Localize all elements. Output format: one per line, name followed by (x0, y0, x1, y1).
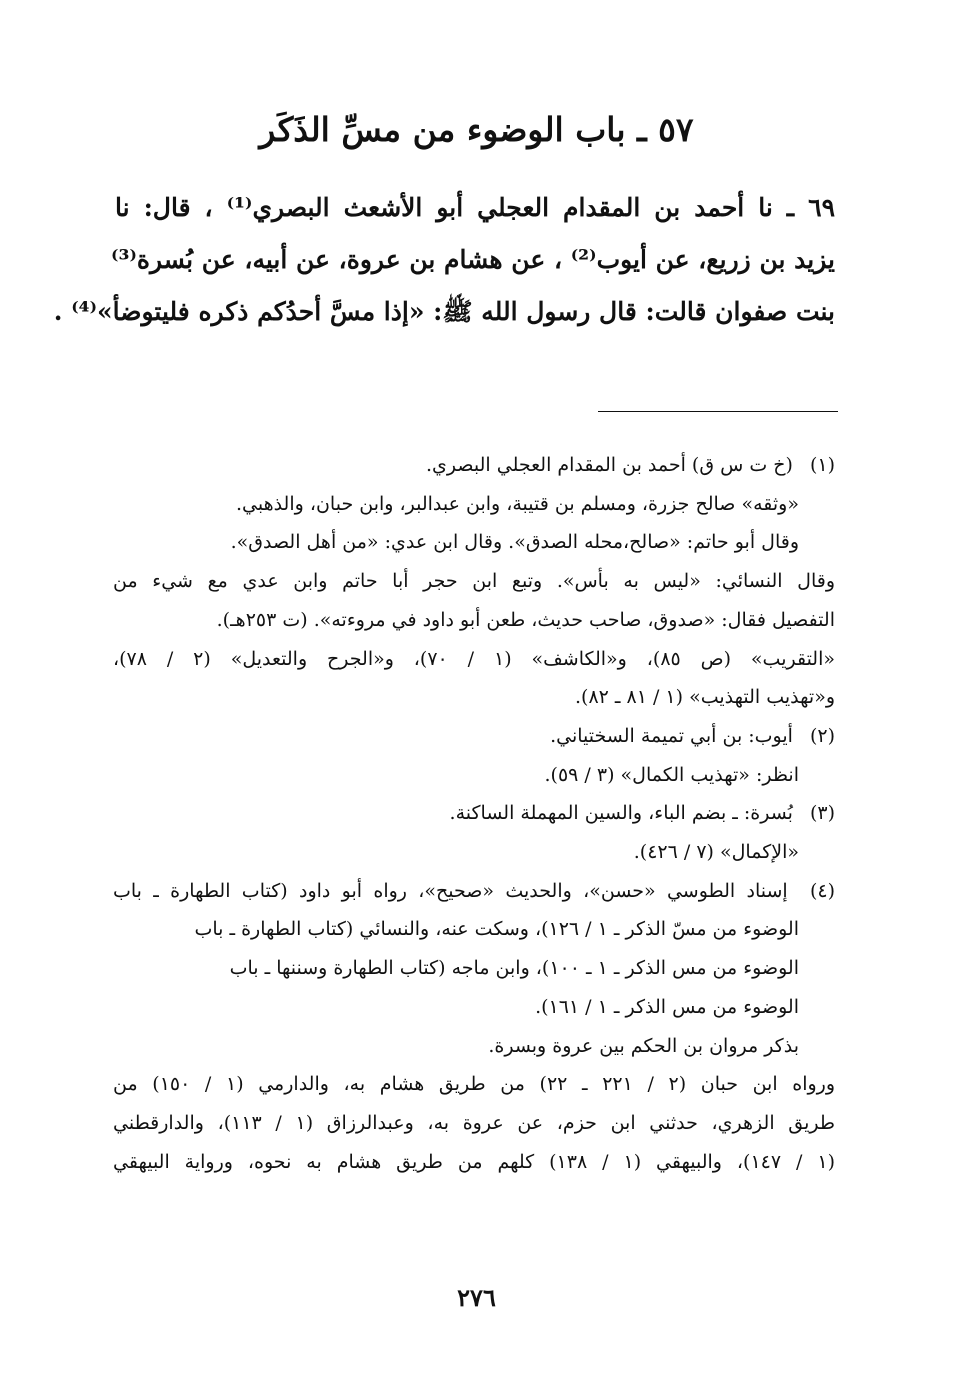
footnote-number: (٤) (809, 879, 836, 902)
footnotes (113, 446, 835, 1181)
footnote-line: (١ / ١٤٧)، والبيهقي (١ / ١٣٨) كلهم من طريق هشام به نحوه، ورواية البيهقي (113, 1150, 836, 1173)
footnote-number: (٢) (809, 724, 835, 747)
footnote-line: «التقريب» (ص ٨٥)، و«الكاشف» (١ / ٧٠)، و«الجرح والتعديل» (٢ / ٧٨)، (113, 647, 836, 670)
footnote-line (113, 794, 835, 833)
hadith-text (53, 182, 835, 338)
hadith-line: يزيد بن زريع، عن أيوب⁽²⁾ ، عن هشام بن عروة، عن أبيه، عن بُسرة⁽³⁾ (111, 245, 835, 274)
footnote-line: بذكر مروان بن الحكم بين عروة وبسرة. (488, 1034, 799, 1057)
footnote-line: «الإكمال» (٧ / ٤٢٦). (633, 841, 799, 864)
footnote-line: الوضوء من مس الذكر ـ ١ ـ ١٠٠)، وابن ماجه (كتاب الطهارة وسننها ـ باب (229, 957, 799, 980)
footnote-line (113, 872, 835, 911)
footnote-text: إسناد الطوسي «حسن»، والحديث «صحيح»، رواه أبو داود (كتاب الطهارة ـ باب (113, 879, 788, 902)
footnote-line: الوضوء من مس الذكر ـ ١ / ١٦١). (535, 995, 799, 1018)
chapter-title: ٥٧ ـ باب الوضوء من مسِّ الذَكَر (259, 110, 694, 149)
footnote-line: الوضوء من مسّ الذكر ـ ١ / ١٢٦)، وسكت عنه، والنسائي (كتاب الطهارة ـ باب (194, 918, 799, 941)
footnote-line: طريق الزهري، حدثني ابن حزم، عن عروة به، وعبدالرزاق (١ / ١١٣)، والدارقطني (113, 1111, 835, 1134)
footnote-3 (113, 794, 835, 871)
footnote-line (113, 446, 835, 485)
footnote-line: التفصيل فقال: «صدوق، صاحب حديث، طعن أبو داود في مروءته». (ت ٢٥٣هـ). (216, 608, 835, 631)
footnote-4 (113, 872, 835, 1182)
hadith-line: بنت صفوان قالت: قال رسول الله ﷺ: «إذا مسَّ أحدُكم ذكره فليتوضأ»⁽⁴⁾ . (53, 297, 835, 326)
hadith-line: ٦٩ ـ نا أحمد بن المقدام العجلي أبو الأشعث البصري⁽¹⁾ ، قال: نا (115, 193, 835, 222)
footnote-text: أيوب: بن أبي تميمة السختياني. (550, 724, 793, 747)
page-number: ٢٧٦ (457, 1283, 496, 1312)
footnote-line: ورواه ابن حبان (٢ / ٢٢١ ـ ٢٢) من طريق هشام به، والدارمي (١ / ١٥٠) من (113, 1073, 835, 1096)
footnote-separator (598, 411, 838, 412)
footnote-line (113, 717, 835, 756)
footnote-number: (١) (809, 454, 835, 476)
footnote-text: بُسرة: ـ بضم الباء، والسين المهملة الساكنة. (449, 802, 793, 825)
footnote-line: وقال النسائي: «ليس به بأس». وتبع ابن حجر أبا حاتم وابن عدي مع شيء من (113, 570, 835, 593)
footnote-number: (٣) (809, 802, 835, 825)
footnote-line: «وثقه» صالح جزرة، ومسلم بن قتيبة، وابن عبدالبر، وابن حبان، والذهبي. (235, 492, 799, 515)
footnote-text: (خ ت س ق) أحمد بن المقدام العجلي البصري. (426, 454, 793, 476)
footnote-2 (113, 717, 835, 794)
footnote-line: وقال أبو حاتم: «صالح،محله الصدق». وقال ابن عدي: «من أهل الصدق». (230, 531, 799, 554)
footnote-line: انظر: «تهذيب الكمال» (٣ / ٥٩). (544, 763, 799, 786)
footnote-line: و«تهذيب التهذيب» (١ / ٨١ ـ ٨٢). (574, 686, 835, 709)
footnote-1 (113, 446, 835, 717)
